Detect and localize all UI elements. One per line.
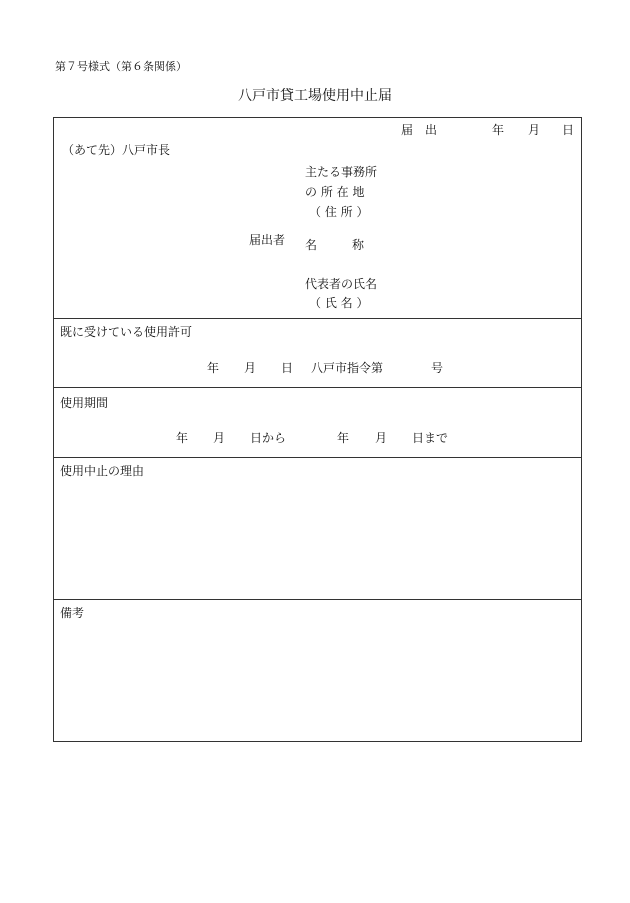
period-label: 使用期間 <box>60 396 109 410</box>
period-to-year-label: 年 <box>337 431 350 445</box>
permit-order-prefix: 八戸市指令第 <box>311 361 384 375</box>
divider-period <box>53 457 582 458</box>
office-address-label-line1: 主たる事務所 <box>305 165 378 179</box>
permit-year-label: 年 <box>207 361 220 375</box>
name-label-char2: 称 <box>352 238 365 252</box>
representative-label-line2: （ 氏 名 ） <box>309 296 369 310</box>
period-from-day-label: 日から <box>250 431 287 445</box>
representative-label-line1: 代表者の氏名 <box>305 277 378 291</box>
reason-label: 使用中止の理由 <box>60 464 145 478</box>
form-title: 八戸市貸工場使用中止届 <box>238 88 392 104</box>
submission-year-label: 年 <box>492 123 505 137</box>
period-from-year-label: 年 <box>176 431 189 445</box>
name-label-char1: 名 <box>305 238 318 252</box>
permit-month-label: 月 <box>244 361 257 375</box>
period-to-month-label: 月 <box>375 431 388 445</box>
submission-label: 届 出 <box>401 123 438 137</box>
submission-month-label: 月 <box>528 123 541 137</box>
office-address-label-line3: （ 住 所 ） <box>309 205 369 219</box>
permit-order-suffix: 号 <box>431 361 444 375</box>
remarks-label: 備考 <box>60 606 85 620</box>
divider-permit <box>53 387 582 388</box>
addressee: （あて先）八戸市長 <box>62 143 171 157</box>
divider-reason <box>53 599 582 600</box>
applicant-label: 届出者 <box>249 233 286 247</box>
permit-day-label: 日 <box>281 361 294 375</box>
submission-day-label: 日 <box>562 123 575 137</box>
divider-applicant <box>53 318 582 319</box>
period-from-month-label: 月 <box>213 431 226 445</box>
permit-label: 既に受けている使用許可 <box>60 325 193 339</box>
period-to-day-label: 日まで <box>412 431 449 445</box>
office-address-label-line2: の 所 在 地 <box>305 185 365 199</box>
form-number: 第７号様式（第６条関係） <box>55 60 187 73</box>
